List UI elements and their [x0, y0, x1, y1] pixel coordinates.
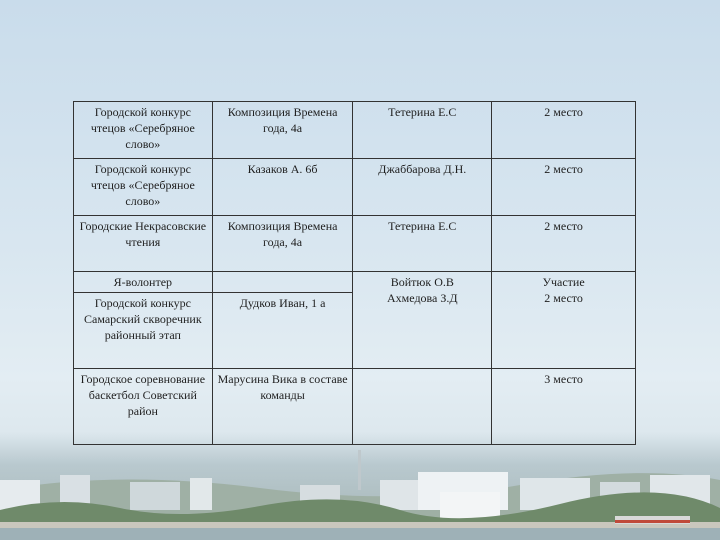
teacher-line-a: Войтюк О.В: [390, 275, 454, 289]
result-cell: 3 место: [492, 369, 636, 445]
work-line: Дудков Иван, 1 а: [239, 296, 326, 310]
work-cell: [212, 272, 353, 369]
teacher-cell: [353, 369, 492, 445]
teacher-line-b: Ахмедова З.Д: [387, 291, 458, 305]
teacher-cell: Джаббарова Д.Н.: [353, 159, 492, 216]
result-cell: 2 место: [492, 216, 636, 272]
event-line-a: Я-волонтер: [113, 275, 173, 289]
result-line-a: Участие: [542, 275, 585, 289]
result-cell: [492, 272, 636, 369]
work-cell: Композиция Времена года, 4а: [212, 102, 353, 159]
event-line-b: Городской конкурс Самарский скворечник районный этап: [84, 296, 202, 342]
table-row: [74, 102, 636, 159]
table-row: [74, 272, 636, 369]
table-row: [74, 216, 636, 272]
event-cell: Городские Некрасовские чтения: [74, 216, 213, 272]
event-cell: Городское соревнование баскетбол Советский район: [74, 369, 213, 445]
teacher-cell: Тетерина Е.С: [353, 102, 492, 159]
event-cell: Городской конкурс чтецов «Серебряное слово»: [74, 102, 213, 159]
table-row: [74, 369, 636, 445]
table-row: [74, 159, 636, 216]
event-cell: [74, 272, 213, 369]
result-cell: 2 место: [492, 159, 636, 216]
teacher-cell: Тетерина Е.С: [353, 216, 492, 272]
event-cell: Городской конкурс чтецов «Серебряное слово»: [74, 159, 213, 216]
result-line-b: 2 место: [544, 291, 583, 305]
work-cell: Казаков А. 6б: [212, 159, 353, 216]
work-cell: Композиция Времена года, 4а: [212, 216, 353, 272]
teacher-cell: [353, 272, 492, 369]
result-cell: 2 место: [492, 102, 636, 159]
results-table: [73, 101, 636, 445]
work-cell: Марусина Вика в составе команды: [212, 369, 353, 445]
city-skyline-background: [0, 430, 720, 540]
